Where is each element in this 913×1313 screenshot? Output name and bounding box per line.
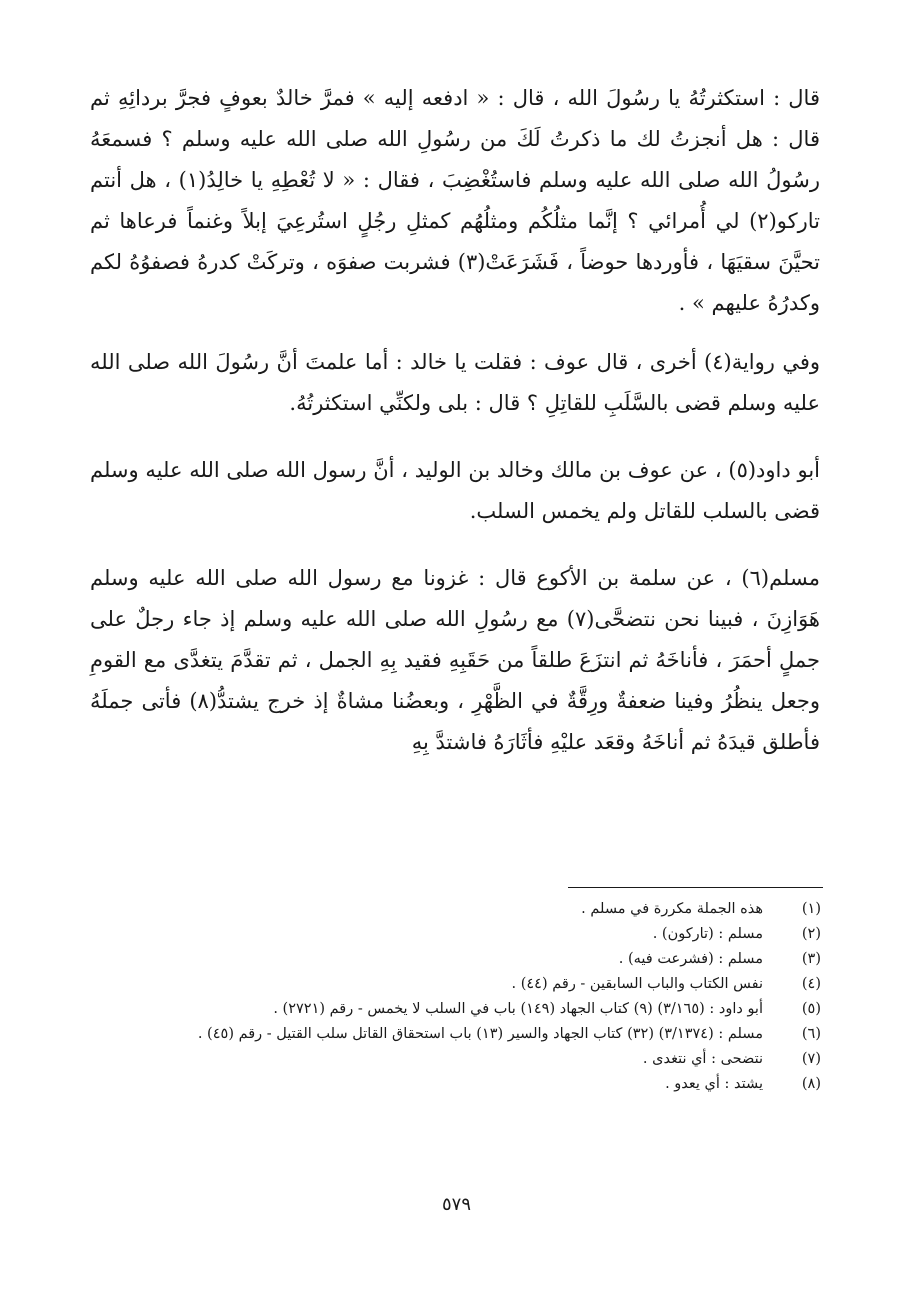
footnote-number: (١) (801, 901, 821, 917)
footnote-number: (٥) (801, 1001, 821, 1017)
footnote-item (93, 897, 821, 922)
footnote-text: مسلم : (٣/١٣٧٤) (٣٢) كتاب الجهاد والسير (١٣) باب استحقاق القاتل سلب القتيل - رقم (٤٥) . (197, 1026, 763, 1042)
footnote-text: نتضحى : أي نتغدى . (642, 1051, 763, 1067)
footnote-number: (٤) (801, 976, 821, 992)
footnote-item (93, 1047, 821, 1072)
footnote-text: مسلم : (تاركون) . (652, 926, 763, 942)
footnote-number: (٣) (801, 951, 821, 967)
footnote-number: (٢) (801, 926, 821, 942)
footnote-item (93, 1072, 821, 1097)
footnote-number: (٨) (801, 1076, 821, 1092)
footnote-item (93, 947, 821, 972)
footnote-number: (٧) (801, 1051, 821, 1067)
paragraph-2: وفي رواية(٤) أخرى ، قال عوف : فقلت يا خالد : أما علمتَ أنَّ رسُولَ الله صلى الله عليه وسلم قضى بالسَّلَبِ للقاتِلِ ؟ قال : بلى ولكنِّي استكثرتُهُ. (90, 350, 820, 415)
footnote-divider (568, 887, 823, 888)
footnote-number: (٦) (801, 1026, 821, 1042)
footnote-text: يشتد : أي يعدو . (665, 1076, 763, 1092)
paragraph-1: قال : استكثرتُهُ يا رسُولَ الله ، قال : « ادفعه إليه » فمرَّ خالدٌ بعوفٍ فجرَّ بردائِهِ ثم قال : هل أنجزتُ لك ما ذكرتُ لَكَ من رسُولِ الله صلى الله عليه وسلم ؟ فسمعَهُ رسُولُ الله صلى الله عليه وسلم فاستُغْضِبَ ، فقال : « لا تُعْطِهِ يا خالِدُ(١) ، هل أنتم تاركو(٢) لي أُمرائي ؟ إنَّما مثلُكُم ومثلُهُم كمثلِ رجُلٍ استُرعِيَ إبلاً وغنماً فرعاها ثم تحيَّنَ سقيَهَا ، فأوردها حوضاً ، فَشَرَعَتْ(٣) فشربت صفوَه ، وتركَتْ كدرهُ فصفوُهُ لكم وكدرُهُ عليهم » . (90, 86, 821, 315)
footnote-text: أبو داود : (٣/١٦٥) (٩) كتاب الجهاد (١٤٩) باب في السلب لا يخمس - رقم (٢٧٢١) . (273, 1001, 763, 1017)
footnote-text: نفس الكتاب والباب السابقين - رقم (٤٤) . (511, 976, 763, 992)
footnote-text: هذه الجملة مكررة في مسلم . (581, 901, 763, 917)
footnote-item (93, 922, 821, 947)
main-text (90, 78, 820, 763)
page-number: ٥٧٩ (441, 1194, 471, 1215)
paragraph-3: أبو داود(٥) ، عن عوف بن مالك وخالد بن الوليد ، أنَّ رسول الله صلى الله عليه وسلم قضى بالسلب للقاتل ولم يخمس السلب. (90, 458, 821, 523)
footnote-item (93, 997, 821, 1022)
paragraph-4: مسلم(٦) ، عن سلمة بن الأكوع قال : غزونا مع رسول الله صلى الله عليه وسلم هَوَازِنَ ، فبينا نحن نتضحَّى(٧) مع رسُولِ الله صلى الله عليه وسلم إذ جاء رجلٌ على جملٍ أحمَرَ ، فأناخَهُ ثم انتزَعَ طلقاً من حَقَبِهِ فقيد بِهِ الجمل ، ثم تقدَّمَ يتغدَّى مع القومِ وجعل ينظُرُ وفينا ضعفةٌ ورِقَّةٌ في الظَّهْرِ ، وبعضُنا مشاةٌ إذ خرج يشتدُّ(٨) فأتى جملَهُ فأطلق قيدَهُ ثم أناخَهُ وقعَد عليْهِ فأثَارَهُ فاشتدَّ بِهِ (90, 566, 821, 754)
footnote-item (93, 972, 821, 997)
footnotes (93, 897, 821, 1097)
footnote-text: مسلم : (فشرعت فيه) . (618, 951, 763, 967)
footnote-item (93, 1022, 821, 1047)
